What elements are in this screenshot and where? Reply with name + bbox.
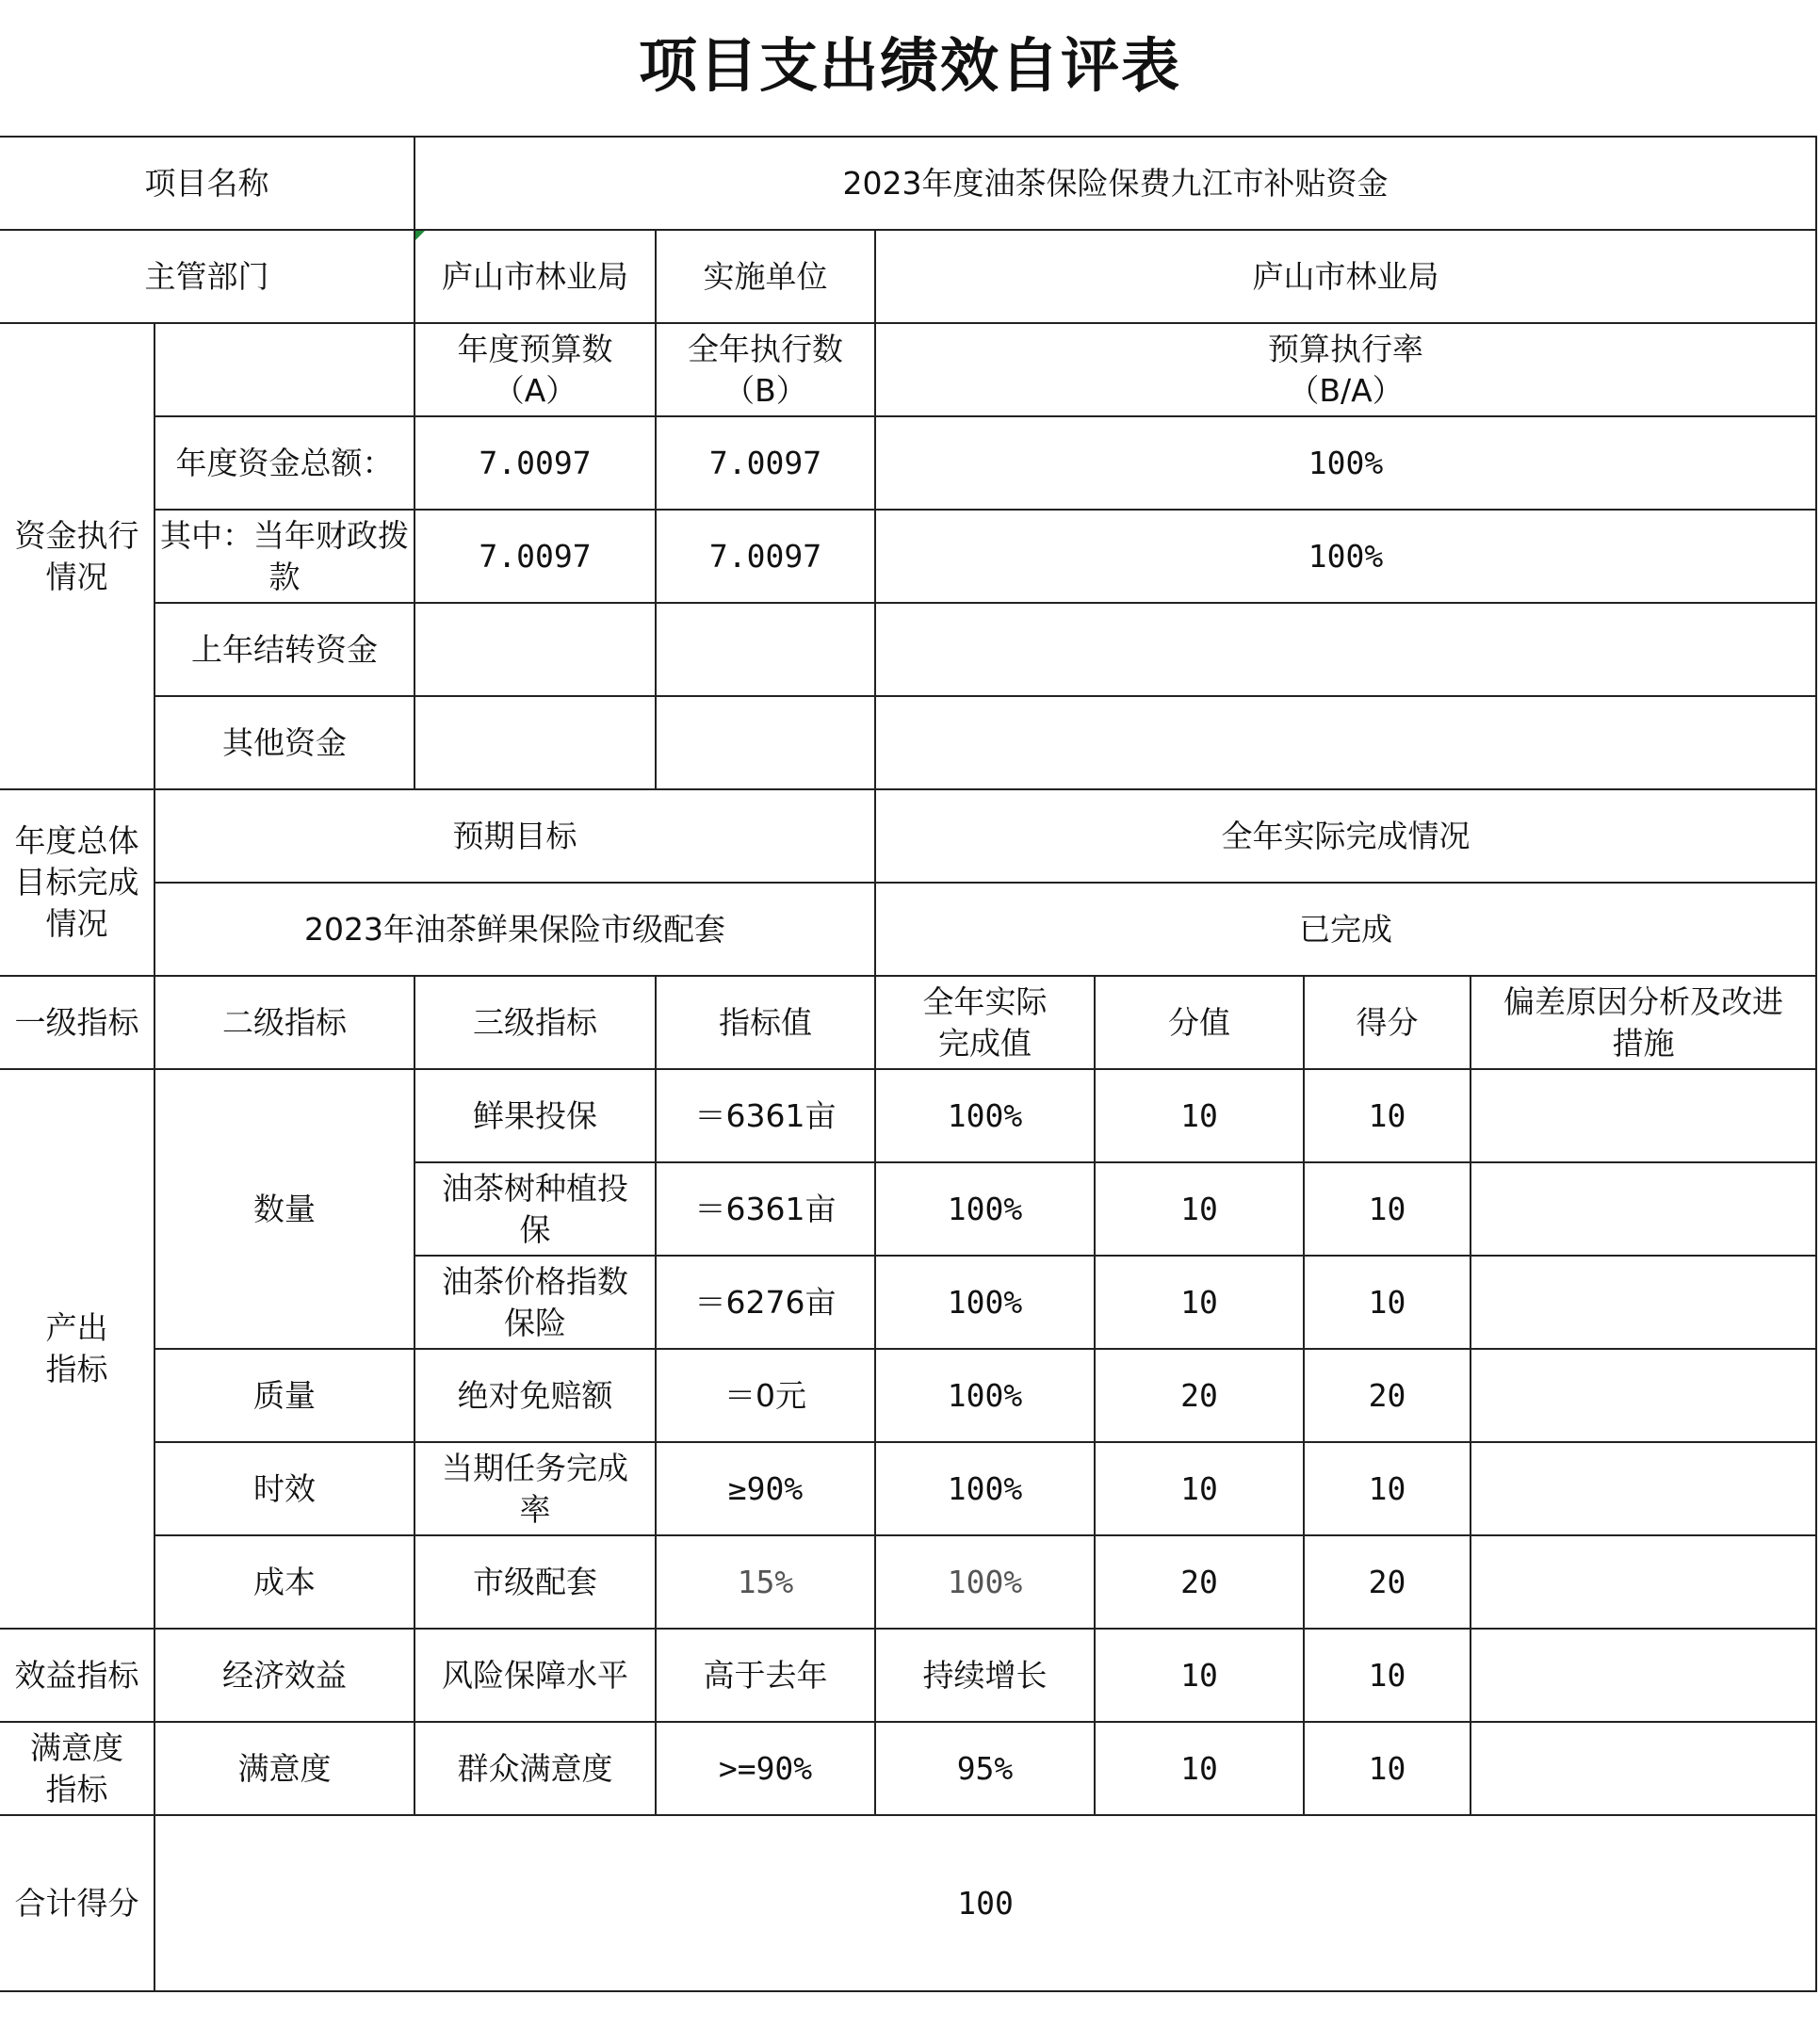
funds-section-label: 资金执行情况 [0, 323, 154, 789]
score-value: 20 [1304, 1535, 1471, 1629]
weight-value: 10 [1095, 1629, 1304, 1722]
deviation-value [1471, 1722, 1816, 1815]
level2-value: 经济效益 [154, 1629, 414, 1722]
funds-row-rate [875, 696, 1816, 789]
funds-row [0, 416, 1816, 510]
implementing-unit-label: 实施单位 [656, 230, 875, 323]
actual-value-header-line1: 全年实际 [922, 982, 1048, 1020]
level3-value: 鲜果投保 [414, 1069, 656, 1162]
actual-completion-header: 全年实际完成情况 [875, 789, 1816, 883]
supervising-dept-label: 主管部门 [0, 230, 414, 323]
output-indicator-label [0, 1069, 154, 1629]
implementing-unit-value: 庐山市林业局 [875, 230, 1816, 323]
satisfaction-indicator-label [0, 1722, 154, 1815]
project-name-label: 项目名称 [0, 137, 414, 230]
score-value: 10 [1304, 1722, 1471, 1815]
level3-value: 风险保障水平 [414, 1629, 656, 1722]
project-name-row [0, 137, 1816, 230]
funds-row-budget: 7.0097 [414, 510, 656, 603]
score-value: 20 [1304, 1349, 1471, 1442]
indicator-row [0, 1629, 1816, 1722]
level3-value-line1: 油茶价格指数 [442, 1262, 628, 1300]
actual-value: 100% [875, 1069, 1095, 1162]
funds-row-rate [875, 603, 1816, 696]
target-value: ≥90% [656, 1442, 875, 1535]
rate-header-line1: 预算执行率 [1268, 330, 1424, 367]
actual-value-header-line2: 完成值 [938, 1024, 1032, 1062]
level3-value-line2: 保 [519, 1210, 551, 1248]
funds-row-budget [414, 603, 656, 696]
level2-value: 满意度 [154, 1722, 414, 1815]
level3-value: 市级配套 [414, 1535, 656, 1629]
deviation-header-line1: 偏差原因分析及改进 [1503, 982, 1784, 1020]
funds-row-label: 上年结转资金 [154, 603, 414, 696]
budget-header-line2: （A） [493, 371, 577, 409]
actual-completion-value: 已完成 [875, 883, 1816, 976]
indicator-row [0, 1535, 1816, 1629]
cost-label: 成本 [154, 1535, 414, 1629]
quantity-label: 数量 [154, 1069, 414, 1349]
satisfaction-label-line2: 指标 [45, 1770, 108, 1808]
level3-value [414, 1256, 656, 1349]
deviation-value [1471, 1629, 1816, 1722]
budget-header-line1: 年度预算数 [457, 330, 613, 367]
department-row [0, 230, 1816, 323]
score-value: 10 [1304, 1162, 1471, 1256]
funds-row-label: 年度资金总额： [154, 416, 414, 510]
benefit-indicator-label: 效益指标 [0, 1629, 154, 1722]
deviation-value [1471, 1535, 1816, 1629]
page-title: 项目支出绩效自评表 [638, 31, 1181, 100]
score-value: 10 [1304, 1069, 1471, 1162]
actual-value: 100% [875, 1256, 1095, 1349]
weight-value: 10 [1095, 1256, 1304, 1349]
level3-value [414, 1162, 656, 1256]
target-value: 高于去年 [656, 1629, 875, 1722]
expected-goal-value: 2023年油茶鲜果保险市级配套 [154, 883, 875, 976]
quality-label: 质量 [154, 1349, 414, 1442]
weight-value: 20 [1095, 1349, 1304, 1442]
weight-value: 10 [1095, 1162, 1304, 1256]
score-value: 10 [1304, 1256, 1471, 1349]
funds-row-executed [656, 696, 875, 789]
deviation-header-line2: 措施 [1612, 1024, 1675, 1062]
actual-value: 100% [875, 1162, 1095, 1256]
funds-row [0, 603, 1816, 696]
funds-row [0, 510, 1816, 603]
weight-value: 10 [1095, 1722, 1304, 1815]
indicator-row [0, 1722, 1816, 1815]
goals-value-row [0, 883, 1816, 976]
actual-value-header [875, 976, 1095, 1069]
target-header: 指标值 [656, 976, 875, 1069]
funds-row-executed [656, 603, 875, 696]
level3-value-line2: 保险 [504, 1304, 566, 1341]
score-header: 得分 [1304, 976, 1471, 1069]
output-label-line2: 指标 [45, 1351, 108, 1387]
target-value: ＝0元 [656, 1349, 875, 1442]
total-score-label: 合计得分 [0, 1815, 154, 1991]
level3-value [414, 1442, 656, 1535]
indicator-row [0, 1069, 1816, 1162]
funds-row-budget [414, 696, 656, 789]
funds-row-label: 其中：当年财政拨款 [154, 510, 414, 603]
actual-value: 100% [875, 1442, 1095, 1535]
deviation-value [1471, 1256, 1816, 1349]
indicator-header-row [0, 976, 1816, 1069]
executed-header-line2: （B） [723, 371, 807, 409]
score-value: 10 [1304, 1629, 1471, 1722]
target-value: ＝6361亩 [656, 1069, 875, 1162]
rate-header [875, 323, 1816, 416]
deviation-value [1471, 1349, 1816, 1442]
funds-row-budget: 7.0097 [414, 416, 656, 510]
weight-value: 10 [1095, 1069, 1304, 1162]
deviation-value [1471, 1069, 1816, 1162]
target-value: 15% [656, 1535, 875, 1629]
goals-section-label: 年度总体目标完成情况 [0, 789, 154, 976]
deviation-value [1471, 1442, 1816, 1535]
target-value: ＝6361亩 [656, 1162, 875, 1256]
weight-value: 20 [1095, 1535, 1304, 1629]
actual-value: 95% [875, 1722, 1095, 1815]
level3-value: 群众满意度 [414, 1722, 656, 1815]
timeliness-label: 时效 [154, 1442, 414, 1535]
level3-header: 三级指标 [414, 976, 656, 1069]
supervising-dept-value: 庐山市林业局 [414, 230, 656, 323]
executed-header [656, 323, 875, 416]
total-row [0, 1815, 1816, 1991]
level3-value-line2: 率 [519, 1490, 551, 1528]
actual-value: 100% [875, 1535, 1095, 1629]
budget-header [414, 323, 656, 416]
weight-header: 分值 [1095, 976, 1304, 1069]
funds-row [0, 696, 1816, 789]
indicator-row [0, 1349, 1816, 1442]
indicator-row [0, 1442, 1816, 1535]
goals-header-row [0, 789, 1816, 883]
deviation-value [1471, 1162, 1816, 1256]
level2-header: 二级指标 [154, 976, 414, 1069]
actual-value: 100% [875, 1349, 1095, 1442]
target-value: ＝6276亩 [656, 1256, 875, 1349]
funds-row-executed: 7.0097 [656, 416, 875, 510]
actual-value: 持续增长 [875, 1629, 1095, 1722]
funds-row-executed: 7.0097 [656, 510, 875, 603]
executed-header-line1: 全年执行数 [688, 330, 843, 367]
funds-row-label: 其他资金 [154, 696, 414, 789]
target-value: >=90% [656, 1722, 875, 1815]
score-value: 10 [1304, 1442, 1471, 1535]
evaluation-table [0, 136, 1817, 1992]
level3-value: 绝对免赔额 [414, 1349, 656, 1442]
funds-row-rate: 100% [875, 416, 1816, 510]
level1-header: 一级指标 [0, 976, 154, 1069]
satisfaction-label-line1: 满意度 [30, 1728, 123, 1766]
level3-value-line1: 当期任务完成 [442, 1449, 628, 1486]
level3-value-line1: 油茶树种植投 [442, 1169, 628, 1207]
weight-value: 10 [1095, 1442, 1304, 1535]
funds-header-blank [154, 323, 414, 416]
output-label-line1: 产出 [45, 1309, 108, 1346]
funds-row-rate: 100% [875, 510, 1816, 603]
deviation-header [1471, 976, 1816, 1069]
funds-header-row [0, 323, 1816, 416]
expected-goal-header: 预期目标 [154, 789, 875, 883]
total-score-value: 100 [154, 1815, 1816, 1991]
project-name-value: 2023年度油茶保险保费九江市补贴资金 [414, 137, 1816, 230]
rate-header-line2: （B/A） [1288, 371, 1404, 409]
